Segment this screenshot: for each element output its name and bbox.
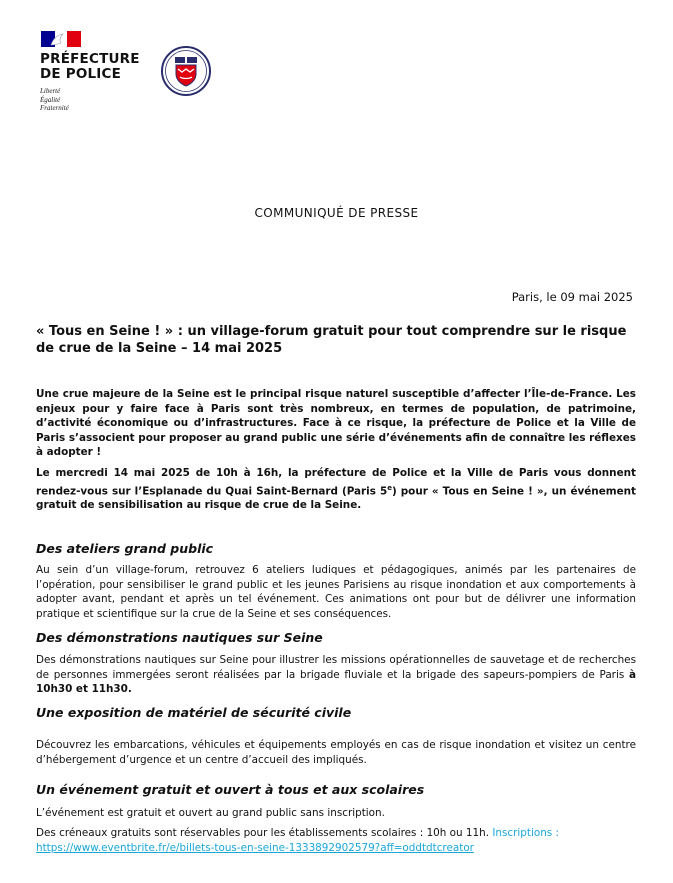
scolaires-text: Des créneaux gratuits sont réservables pour les établissements scolaires : 10h ou 11h. xyxy=(36,827,493,839)
republic-motto xyxy=(40,87,69,113)
marianne-flag-icon xyxy=(41,31,81,47)
release-date: Paris, le 09 mai 2025 xyxy=(511,290,633,304)
intro-paragraph-1: Une crue majeure de la Seine est le principal risque naturel susceptible d’affecter l’Île-de-France. Les enjeux pour y faire face à Paris sont très nombreux, en termes de population, de patrimoine, d’activité économique ou d’infrastructures. Face à ce risque, la préfecture de Police et la Ville de Paris s’associent pour proposer au grand public une série d’événements afin de connaître les réflexes à adopter ! xyxy=(36,388,636,458)
section-text-ateliers: Au sein d’un village-forum, retrouvez 6 ateliers ludiques et pédagogiques, animés par les partenaires de l’opération, pour sensibiliser le grand public et les jeunes Parisiens au risque inondation et aux comportements à adopter avant, pendant et après un tel événement. Ces animations ont pour but de délivrer une information pratique et scientifique sur la crue de la Seine et ses conséquences. xyxy=(36,564,636,620)
inscriptions-label: Inscriptions : xyxy=(492,827,559,839)
section-title-demonstrations: Des démonstrations nautiques sur Seine xyxy=(36,630,323,645)
intro2-superscript: e xyxy=(387,483,392,492)
prefecture-logo-text xyxy=(40,52,140,82)
motto-liberte: Liberté xyxy=(40,87,61,95)
logo-line-2: DE POLICE xyxy=(40,66,122,82)
intro-paragraph-2 xyxy=(36,466,636,513)
logo-line-1: PRÉFECTURE xyxy=(40,51,140,67)
section-text-gratuit-1: L’événement est gratuit et ouvert au grand public sans inscription. xyxy=(36,807,385,819)
section-title-exposition: Une exposition de matériel de sécurité civile xyxy=(36,705,352,720)
section-text-gratuit-2 xyxy=(36,826,636,855)
intro2-part-b: ) pour « Tous en Seine ! », un événement gratuit de sensibilisation au risque de crue de la Seine. xyxy=(36,484,636,512)
police-shield-logo-icon xyxy=(161,44,211,98)
section-text-demonstrations xyxy=(36,653,636,697)
section-text-exposition: Découvrez les embarcations, véhicules et équipements employés en cas de risque inondation et visitez un centre d’hébergement d’urgence et un centre d’accueil des impliqués. xyxy=(36,739,636,766)
press-release-label: COMMUNIQUÉ DE PRESSE xyxy=(254,206,419,220)
section-title-gratuit: Un événement gratuit et ouvert à tous et aux scolaires xyxy=(36,782,425,797)
demonstrations-text: Des démonstrations nautiques sur Seine pour illustrer les missions opérationnelles de sauvetage et de recherches de personnes immergées seront réalisées par la brigade fluviale et la brigade des sapeurs-pompiers de Paris xyxy=(36,654,636,681)
demonstrations-times: à 10h30 et 11h30. xyxy=(36,668,636,696)
motto-fraternite: Fraternité xyxy=(40,104,69,112)
section-title-ateliers: Des ateliers grand public xyxy=(36,541,214,556)
intro2-part-a: Le mercredi 14 mai 2025 de 10h à 16h, la préfecture de Police et la Ville de Paris vous donnent rendez-vous sur l’Esplanade du Quai Saint-Bernard (Paris 5 xyxy=(36,467,636,497)
motto-egalite: Égalité xyxy=(40,95,61,104)
headline: « Tous en Seine ! » : un village-forum gratuit pour tout comprendre sur le risque de crue de la Seine – 14 mai 2025 xyxy=(36,324,627,356)
inscriptions-link[interactable]: https://www.eventbrite.fr/e/billets-tous-en-seine-1333892902579?aff=oddtdtcreator xyxy=(36,841,474,854)
